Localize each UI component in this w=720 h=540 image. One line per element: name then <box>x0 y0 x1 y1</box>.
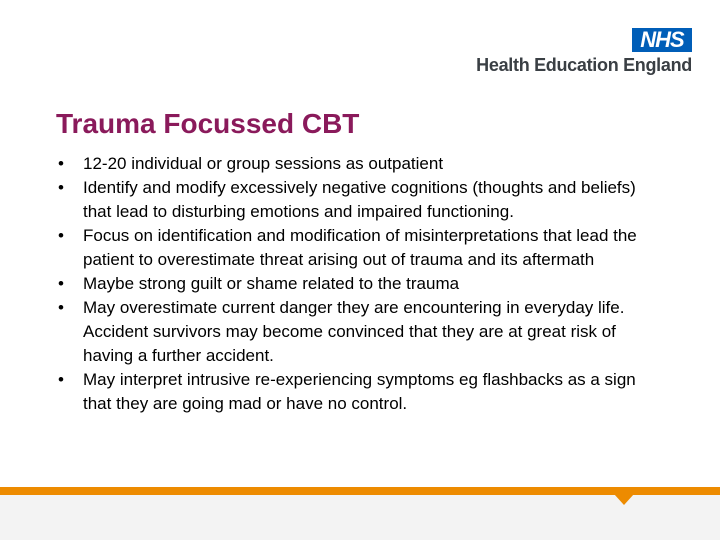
bullet-text: Focus on identification and modification of misinterpretations that lead the patient to overestimate threat arising out of trauma and its aftermath <box>83 226 637 269</box>
bullet-text: May overestimate current danger they are encountering in everyday life. Accident survivors may become convinced that they are at great risk of having a further accident. <box>83 298 625 365</box>
bullet-icon: • <box>58 274 64 293</box>
footer-notch-icon <box>614 494 634 505</box>
bullet-item-3 <box>58 224 658 272</box>
bullet-item-5 <box>58 296 658 368</box>
bullet-item-1 <box>58 152 658 176</box>
nhs-hee-logo <box>432 28 692 76</box>
bullet-text: May interpret intrusive re-experiencing symptoms eg flashbacks as a sign that they are going mad or have no control. <box>83 370 636 413</box>
bullet-item-4 <box>58 272 658 296</box>
organization-name: Health Education England <box>476 55 692 75</box>
bullet-text: Maybe strong guilt or shame related to the trauma <box>83 274 460 293</box>
footer-area <box>0 495 720 540</box>
nhs-logo-box: NHS <box>632 28 692 52</box>
bullet-list <box>58 152 658 416</box>
bullet-icon: • <box>58 178 64 197</box>
bullet-item-2 <box>58 176 658 224</box>
bullet-text: Identify and modify excessively negative cognitions (thoughts and beliefs) that lead to disturbing emotions and impaired functioning. <box>83 178 636 221</box>
bullet-icon: • <box>58 298 64 317</box>
footer-orange-band <box>0 487 720 495</box>
bullet-text: 12-20 individual or group sessions as outpatient <box>83 154 444 173</box>
bullet-item-6 <box>58 368 658 416</box>
bullet-icon: • <box>58 370 64 389</box>
bullet-icon: • <box>58 154 64 173</box>
bullet-icon: • <box>58 226 64 245</box>
slide-title: Trauma Focussed CBT <box>56 108 360 139</box>
